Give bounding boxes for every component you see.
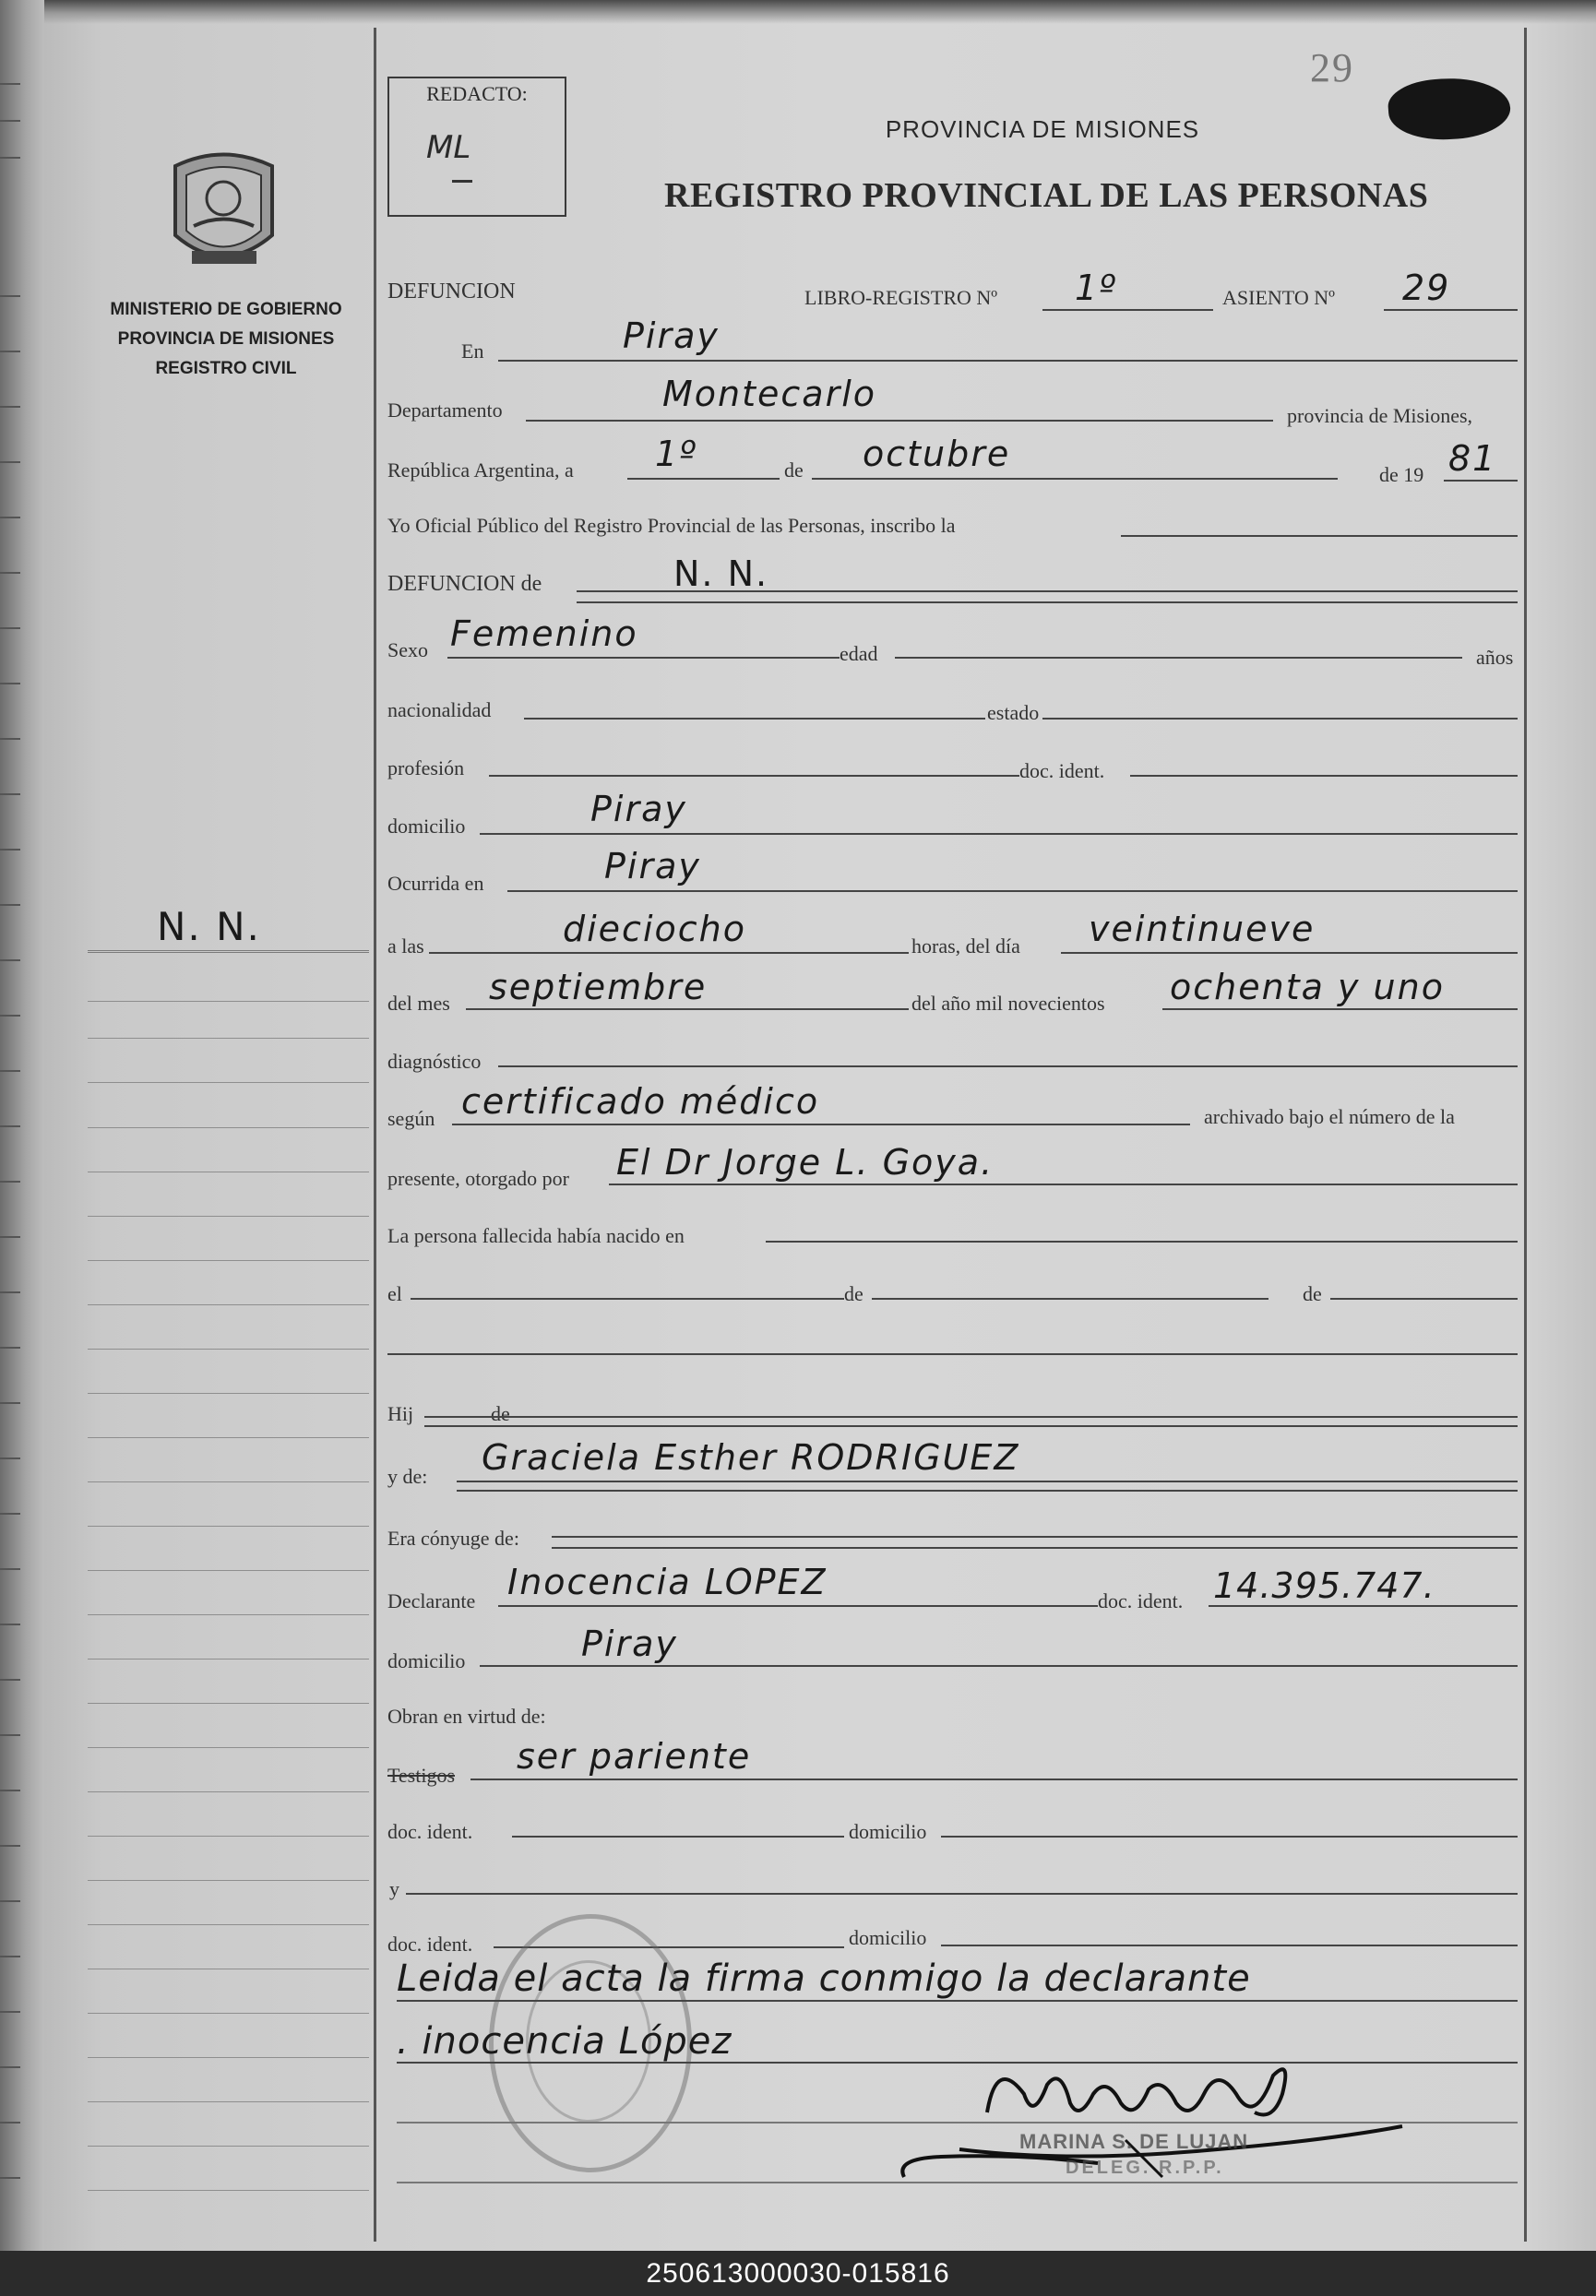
official-name-stamp: [1010, 2126, 1305, 2191]
margin-rule: [374, 28, 376, 2242]
label-conyuge: Era cónyuge de:: [387, 1527, 519, 1550]
closing-note-line-2: . inocencia López: [397, 2020, 732, 2063]
label-edad: edad: [840, 642, 878, 665]
label-doc-ident-t1: doc. ident.: [387, 1820, 473, 1843]
label-anos: años: [1476, 646, 1514, 669]
value-testigos: ser pariente: [517, 1736, 752, 1777]
label-el: el: [387, 1282, 402, 1305]
value-mes-fallec: septiembre: [489, 967, 708, 1007]
label-defuncion: DEFUNCION: [387, 280, 516, 303]
label-doc-ident-t2: doc. ident.: [387, 1933, 473, 1956]
label-y: y: [389, 1877, 399, 1900]
value-en: Piray: [623, 315, 720, 356]
label-de-1: de: [844, 1282, 864, 1305]
label-de-mes: de: [784, 458, 804, 482]
value-ocurrida: Piray: [604, 846, 701, 886]
label-domicilio: domicilio: [387, 815, 466, 838]
value-nombre: N. N.: [673, 553, 769, 594]
label-yo-oficial: Yo Oficial Público del Registro Provincial de las Personas, inscribo la: [387, 514, 956, 537]
label-presente: presente, otorgado por: [387, 1167, 569, 1190]
ministry-line-2: PROVINCIA DE MISIONES: [117, 329, 335, 349]
label-provincia: provincia de Misiones,: [1287, 404, 1473, 427]
value-ano: 81: [1448, 438, 1497, 479]
label-departamento: Departamento: [387, 399, 503, 422]
redacto-label: REDACTO:: [426, 82, 528, 105]
right-rule: [1524, 28, 1527, 2242]
label-domicilio-declarante: domicilio: [387, 1649, 466, 1672]
registry-heading: REGISTRO PROVINCIAL DE LAS PERSONAS: [664, 176, 1429, 215]
value-declarante-dom: Piray: [581, 1624, 678, 1664]
ministry-header: [78, 295, 374, 384]
label-ocurrida: Ocurrida en: [387, 872, 484, 895]
value-madre: Graciela Esther RODRIGUEZ: [482, 1437, 1020, 1478]
label-nacido-en: La persona fallecida había nacido en: [387, 1224, 685, 1247]
stamp-title: DELEG. R.P.P.: [1066, 2158, 1224, 2178]
value-hora: dieciocho: [563, 909, 746, 949]
ministry-line-1: MINISTERIO DE GOBIERNO: [110, 300, 342, 319]
label-republica: República Argentina, a: [387, 458, 574, 482]
label-en: En: [461, 339, 484, 363]
label-doc-ident-1: doc. ident.: [1019, 759, 1105, 782]
stamp-name: MARINA S. DE LUJAN: [1019, 2130, 1249, 2153]
value-sexo: Femenino: [450, 613, 638, 654]
value-libro: 1º: [1075, 268, 1118, 308]
label-doc-ident-declarante: doc. ident.: [1098, 1589, 1184, 1612]
redacto-box: [387, 77, 566, 217]
label-de-2: de: [1303, 1282, 1322, 1305]
label-hij-de: de: [491, 1402, 510, 1425]
label-nacionalidad: nacionalidad: [387, 698, 492, 721]
ministry-line-3: REGISTRO CIVIL: [155, 359, 297, 378]
label-defuncion-de: DEFUNCION de: [387, 572, 542, 596]
province-heading: PROVINCIA DE MISIONES: [885, 115, 1200, 143]
label-a-las: a las: [387, 934, 424, 958]
value-ano-fallec: ochenta y uno: [1170, 967, 1445, 1007]
label-libro: LIBRO-REGISTRO Nº: [804, 286, 998, 309]
label-obran: Obran en virtud de:: [387, 1705, 546, 1728]
folio-number: 29: [1310, 45, 1354, 90]
label-de-19: de 19: [1379, 463, 1424, 486]
closing-note-line-1: Leida el acta la firma conmigo la declarante: [397, 1957, 1251, 2000]
value-mes: octubre: [863, 434, 1011, 474]
label-asiento: ASIENTO Nº: [1222, 286, 1335, 309]
label-segun: según: [387, 1107, 435, 1130]
value-declarante: Inocencia LOPEZ: [507, 1562, 828, 1602]
redacto-value: ML: [426, 129, 471, 166]
label-declarante: Declarante: [387, 1589, 476, 1612]
value-segun: certificado médico: [461, 1081, 820, 1122]
book-spine: [0, 0, 44, 2251]
label-del-ano: del año mil novecientos: [911, 992, 1105, 1015]
value-departamento: Montecarlo: [662, 374, 877, 414]
label-y-de: y de:: [387, 1465, 428, 1488]
label-profesion: profesión: [387, 756, 465, 779]
margin-entry-name: N. N.: [157, 904, 261, 949]
value-asiento: 29: [1402, 268, 1451, 308]
label-domicilio-t1: domicilio: [849, 1820, 927, 1843]
label-domicilio-t2: domicilio: [849, 1926, 927, 1949]
label-archivado: archivado bajo el número de la: [1204, 1105, 1455, 1128]
label-estado: estado: [987, 701, 1040, 724]
province-crest-icon: [166, 148, 281, 277]
top-shadow: [0, 0, 1596, 24]
value-domicilio: Piray: [590, 789, 687, 829]
value-otorgado: El Dr Jorge L. Goya.: [616, 1142, 995, 1183]
label-hij: Hij: [387, 1402, 414, 1425]
label-del-mes: del mes: [387, 992, 450, 1015]
label-diagnostico: diagnóstico: [387, 1050, 482, 1073]
value-declarante-doc: 14.395.747.: [1213, 1565, 1435, 1606]
value-dia: 1º: [655, 434, 698, 474]
label-horas: horas, del día: [911, 934, 1020, 958]
label-sexo: Sexo: [387, 638, 428, 661]
label-testigos: Testigos: [387, 1764, 456, 1787]
value-dia-fallec: veintinueve: [1089, 909, 1316, 949]
document-id-footer: 250613000030-015816: [0, 2251, 1596, 2296]
